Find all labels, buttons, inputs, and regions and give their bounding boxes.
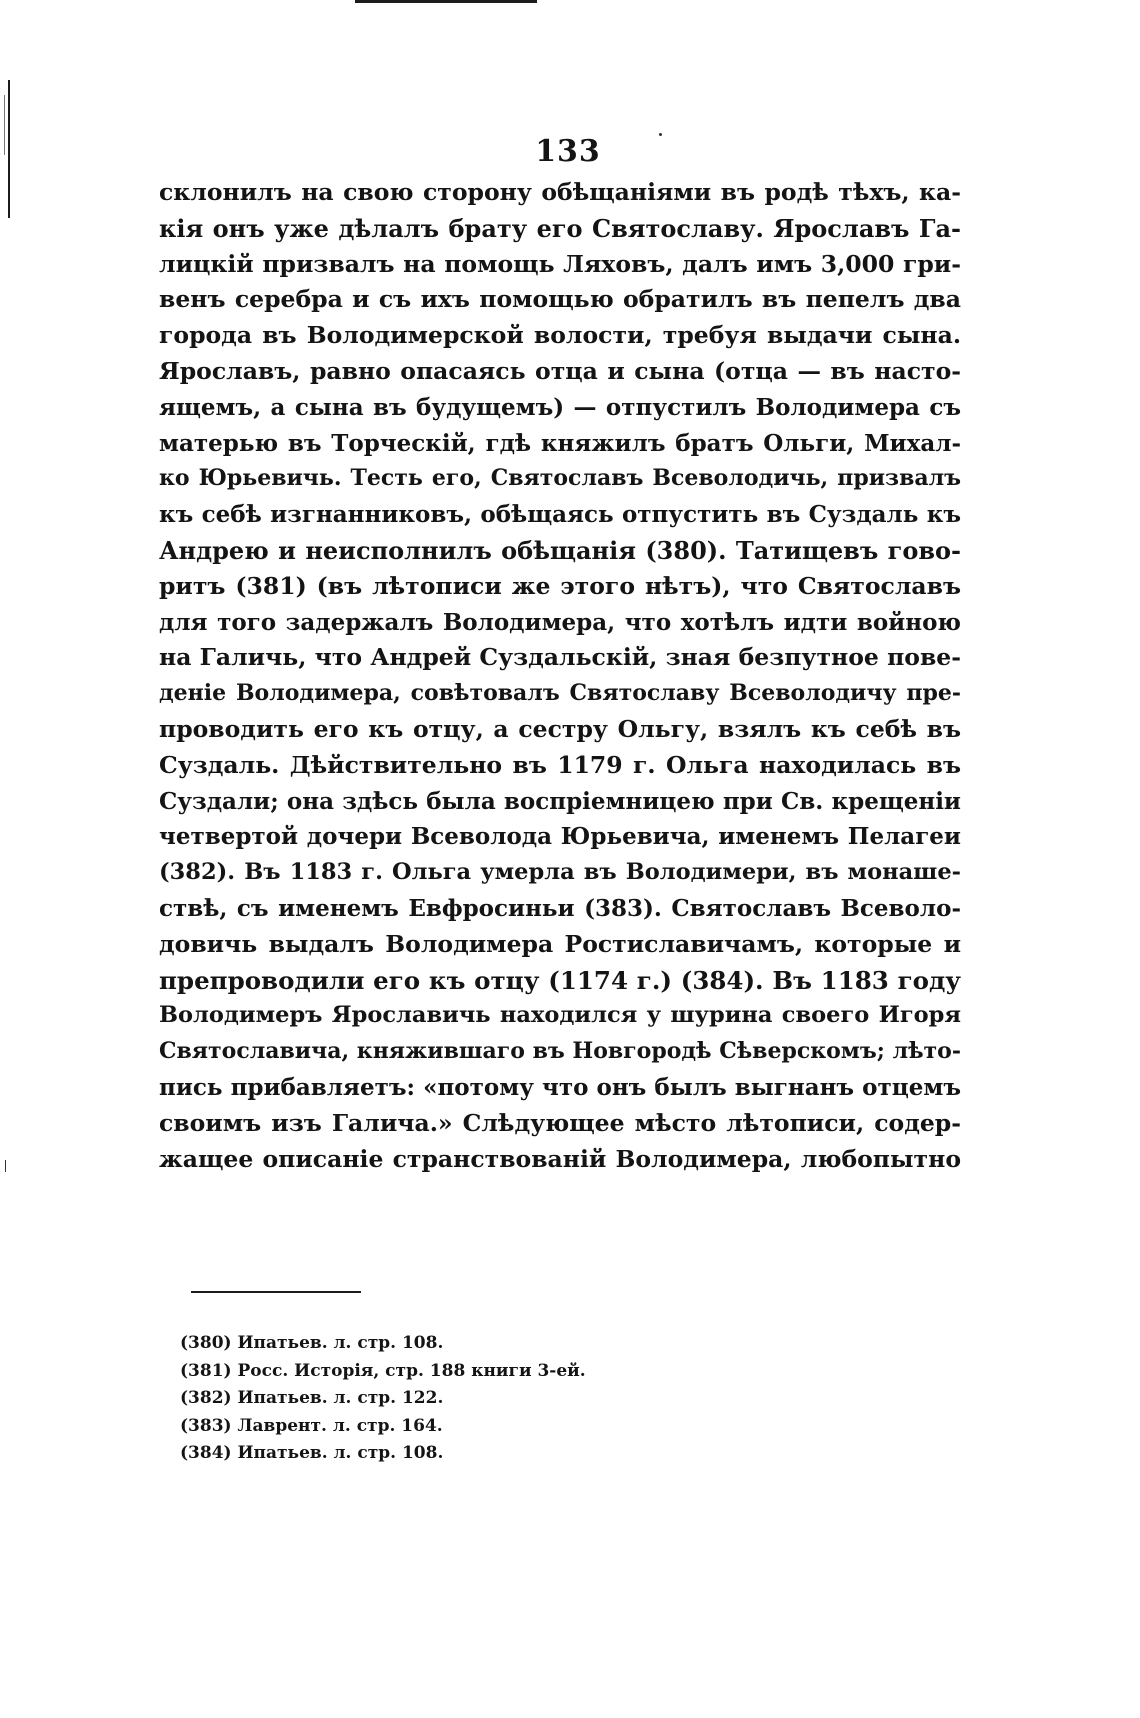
footnote: (383) Лаврент. л. стр. 164. bbox=[180, 1415, 443, 1436]
footnote-separator bbox=[191, 1291, 361, 1293]
text-line: склонилъ на свою сторону обѣщаніями въ родѣ тѣхъ, ка- bbox=[159, 178, 961, 206]
text-line: деніе Володимера, совѣтовалъ Святославу Всеволодичу пре- bbox=[159, 680, 961, 707]
text-line: ящемъ, а сына въ будущемъ) — отпустилъ Володимера съ bbox=[159, 393, 961, 421]
text-line: пись прибавляетъ: «потому что онъ былъ выгнанъ отцемъ bbox=[159, 1073, 961, 1101]
top-edge-rule bbox=[355, 0, 537, 3]
text-line: Володимеръ Ярославичь находился у шурина своего Игоря bbox=[159, 1002, 961, 1029]
text-line: къ себѣ изгнанниковъ, обѣщаясь отпустить въ Суздаль къ bbox=[159, 501, 961, 529]
text-line: венъ серебра и съ ихъ помощью обратилъ въ пепелъ два bbox=[159, 285, 961, 314]
text-line: Святославича, княжившаго въ Новгородѣ Сѣверскомъ; лѣто- bbox=[159, 1038, 961, 1065]
footnote: (384) Ипатьев. л. стр. 108. bbox=[180, 1443, 444, 1463]
text-line: на Галичь, что Андрей Суздальскій, зная безпутное пове- bbox=[159, 643, 961, 672]
footnote: (381) Росс. Исторія, стр. 188 книги 3-ей. bbox=[180, 1360, 586, 1381]
text-line: четвертой дочери Всеволода Юрьевича, именемъ Пелагеи bbox=[159, 823, 961, 851]
text-line: проводить его къ отцу, а сестру Ольгу, взялъ къ себѣ въ bbox=[159, 714, 961, 743]
text-line: города въ Володимерской волости, требуя выдачи сына. bbox=[159, 321, 961, 350]
text-line: Суздали; она здѣсь была воспріемницею при Св. крещеніи bbox=[159, 787, 961, 815]
text-line: препроводили его къ отцу (1174 г.) (384). Въ 1183 году bbox=[159, 965, 961, 995]
text-line: Суздаль. Дѣйствительно въ 1179 г. Ольга находилась въ bbox=[159, 750, 961, 779]
text-line: ритъ (381) (въ лѣтописи же этого нѣтъ), что Святославъ bbox=[159, 571, 961, 600]
text-line: лицкій призвалъ на помощь Ляховъ, далъ имъ 3,000 гри- bbox=[159, 249, 961, 278]
footnotes bbox=[180, 1330, 586, 1468]
margin-mark bbox=[5, 1160, 6, 1172]
footnote: (382) Ипатьев. л. стр. 122. bbox=[180, 1388, 444, 1408]
page-number: 133 bbox=[535, 134, 601, 169]
text-line: (382). Въ 1183 г. Ольга умерла въ Володимери, въ монаше- bbox=[159, 859, 961, 886]
body-text bbox=[159, 175, 961, 1177]
text-line: ствѣ, съ именемъ Евфросиньи (383). Святославъ Всеволо- bbox=[159, 894, 961, 922]
text-line: Андрею и неисполнилъ обѣщанія (380). Татищевъ гово- bbox=[159, 535, 961, 565]
text-line: своимъ изъ Галича.» Слѣдующее мѣсто лѣтописи, содер- bbox=[159, 1108, 961, 1137]
text-line: для того задержалъ Володимера, что хотѣлъ идти войною bbox=[159, 608, 961, 636]
text-line: жащее описаніе странствованій Володимера, любопытно bbox=[159, 1144, 961, 1173]
text-line: матерью въ Торческій, гдѣ княжилъ братъ Ольги, Михал- bbox=[159, 429, 961, 457]
text-line: кія онъ уже дѣлалъ брату его Святославу. Ярославъ Га- bbox=[159, 213, 961, 243]
text-line: довичь выдалъ Володимера Ростиславичамъ, которые и bbox=[159, 929, 961, 958]
text-line: Ярославъ, равно опасаясь отца и сына (отца — въ насто- bbox=[159, 356, 961, 385]
footnote: (380) Ипатьев. л. стр. 108. bbox=[180, 1333, 444, 1353]
text-line: ко Юрьевичь. Тесть его, Святославъ Всеволодичь, призвалъ bbox=[159, 465, 961, 492]
